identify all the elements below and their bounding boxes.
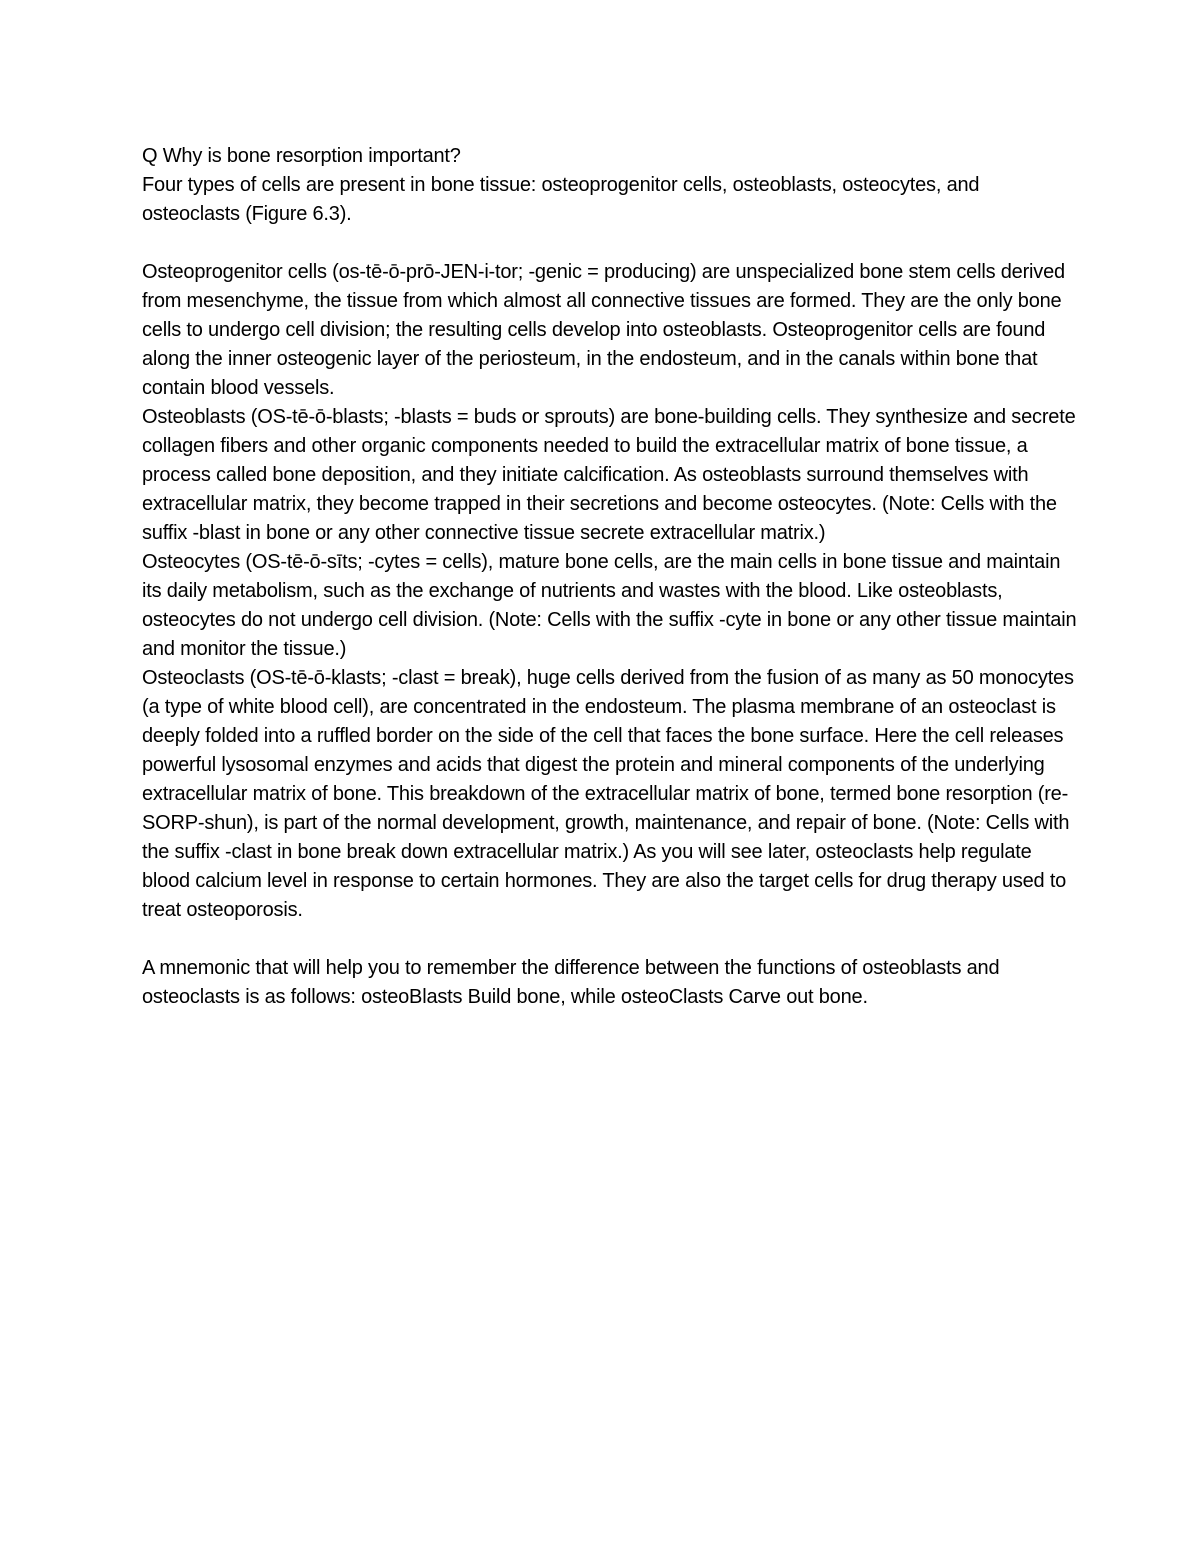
osteoclasts-paragraph: Osteoclasts (OS-tē-ō-klasts; -clast = break), huge cells derived from the fusion of as many as 50 monocytes (a type of white blood cell), are concentrated in the endosteum. The plasma membrane of an osteoclast is deeply folded into a ruffled border on the side of the cell that faces the bone surface. Here the cell releases powerful lysosomal enzymes and acids that digest the protein and mineral components of the underlying extracellular matrix of bone. This breakdown of the extracellular matrix of bone, termed bone resorption (re-SORP-shun), is part of the normal development, growth, maintenance, and repair of bone. (Note: Cells with the suffix -clast in bone break down extracellular matrix.) As you will see later, osteoclasts help regulate blood calcium level in response to certain hormones. They are also the target cells for drug therapy used to treat osteoporosis. xyxy=(142,667,1074,921)
question-line: Q Why is bone resorption important? xyxy=(142,145,461,167)
osteoblasts-paragraph: Osteoblasts (OS-tē-ō-blasts; -blasts = buds or sprouts) are bone-building cells. They synthesize and secrete collagen fibers and other organic components needed to build the extracellular matrix of bone tissue, a process called bone deposition, and they initiate calcification. As osteoblasts surround themselves with extracellular matrix, they become trapped in their secretions and become osteocytes. (Note: Cells with the suffix -blast in bone or any other connective tissue secrete extracellular matrix.) xyxy=(142,406,1076,544)
paragraph-gap xyxy=(142,925,1077,954)
mnemonic-paragraph: A mnemonic that will help you to remember the difference between the functions of osteoblasts and osteoclasts is as follows: osteoBlasts Build bone, while osteoClasts Carve out bone. xyxy=(142,957,1000,1008)
document-body xyxy=(142,142,1077,1012)
osteocytes-paragraph: Osteocytes (OS-tē-ō-sīts; -cytes = cells), mature bone cells, are the main cells in bone tissue and maintain its daily metabolism, such as the exchange of nutrients and wastes with the blood. Like osteoblasts, osteocytes do not undergo cell division. (Note: Cells with the suffix -cyte in bone or any other tissue maintain and monitor the tissue.) xyxy=(142,551,1077,660)
osteoprogenitor-paragraph: Osteoprogenitor cells (os-tē-ō-prō-JEN-i-tor; -genic = producing) are unspecialized bone stem cells derived from mesenchyme, the tissue from which almost all connective tissues are formed. They are the only bone cells to undergo cell division; the resulting cells develop into osteoblasts. Osteoprogenitor cells are found along the inner osteogenic layer of the periosteum, in the endosteum, and in the canals within bone that contain blood vessels. xyxy=(142,261,1065,399)
paragraph-gap xyxy=(142,229,1077,258)
intro-paragraph: Four types of cells are present in bone tissue: osteoprogenitor cells, osteoblasts, osteocytes, and osteoclasts (Figure 6.3). xyxy=(142,174,980,225)
